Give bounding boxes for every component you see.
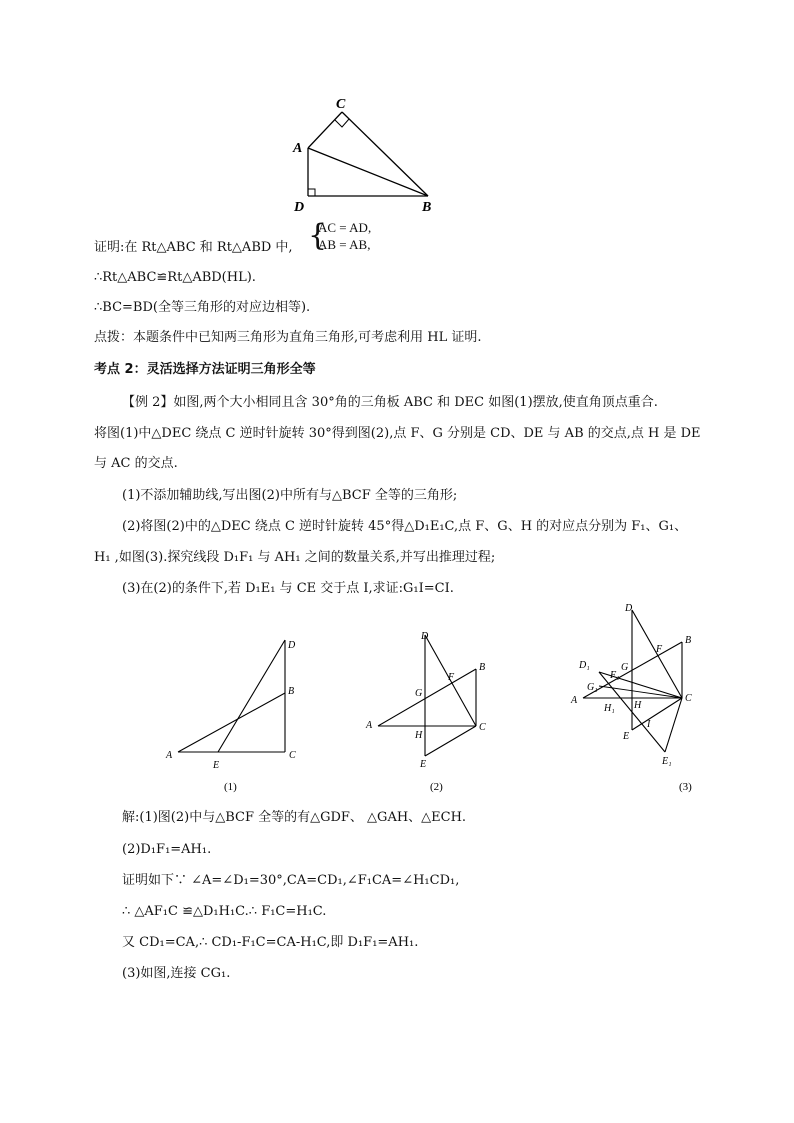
fig3-label-f: F [656,644,663,655]
fig2-label-b: B [479,662,486,673]
fig3-label-d1: D₁ [579,660,590,671]
fig1-label-b: B [288,686,295,697]
fig3-label-c: C [685,693,692,704]
fig3-label-g: G [621,662,629,673]
brace-icon: { [308,218,328,253]
solution-4: ∴ △AF₁C ≌△D₁H₁C.∴ F₁C=H₁C. [122,904,327,919]
fig1-label-a: A [166,750,173,761]
fig2-label-a: A [366,720,373,731]
fig3-label-g1: G₁ [587,682,598,693]
fig1-label-c: C [289,750,296,761]
proof-tip: 点拨：本题条件中已知两三角形为直角三角形,可考虑利用 HL 证明. [94,330,482,345]
proof-equation-system [308,218,372,253]
example-line1: 【例 2】如图,两个大小相同且含 30°角的三角板 ABC 和 DEC 如图(1)摆放,使直角顶点重合. [122,395,658,410]
fig3-label-f1: F₁ [610,670,620,681]
fig2-label-c: C [479,722,486,733]
fig2-label-e: E [420,759,427,770]
fig3-label-a: A [571,695,578,706]
proof-prefix: 证明:在 Rt△ABC 和 Rt△ABD 中, [94,240,293,255]
section-title: 考点 2：灵活选择方法证明三角形全等 [94,362,316,377]
fig2-label-g: G [415,688,423,699]
fig2-caption: (2) [430,781,443,793]
figure-3 [565,600,710,800]
fig3-label-e1: E₁ [662,756,672,767]
label-b: B [422,200,432,215]
solution-2: (2)D₁F₁=AH₁. [122,842,212,857]
fig3-label-i: I [647,719,651,730]
proof-eq2: AB = AB, [318,237,371,252]
example-line2: 将图(1)中△DEC 绕点 C 逆时针旋转 30°得到图(2),点 F、G 分别是 CD、DE 与 AB 的交点,点 H 是 DE [94,426,701,441]
fig3-label-b: B [685,635,692,646]
question-2b: H₁ ,如图(3).探究线段 D₁F₁ 与 AH₁ 之间的数量关系,并写出推理过程; [94,550,496,565]
fig2-label-f: F [448,672,455,683]
solution-3: 证明如下∵ ∠A=∠D₁=30°,CA=CD₁,∠F₁CA=∠H₁CD₁, [122,873,460,888]
figure-top [280,92,460,217]
question-2a: (2)将图(2)中的△DEC 绕点 C 逆时针旋转 45°得△D₁E₁C,点 F、G、H 的对应点分别为 F₁、G₁、 [122,519,688,534]
label-a: A [293,141,303,156]
solution-5: 又 CD₁=CA,∴ CD₁-F₁C=CA-H₁C,即 D₁F₁=AH₁. [122,935,419,950]
proof-eq1: AC = AD, [318,220,372,235]
label-c: C [336,97,346,112]
proof-line2: ∴Rt△ABC≌Rt△ABD(HL). [94,270,256,285]
fig1-label-d: D [288,640,296,651]
figure-2 [360,625,500,800]
question-1: (1)不添加辅助线,写出图(2)中所有与△BCF 全等的三角形; [122,488,458,503]
fig2-label-d: D [421,631,429,642]
fig3-label-h1: H₁ [604,703,615,714]
solution-6: (3)如图,连接 CG₁. [122,966,231,981]
fig3-label-h: H [634,700,642,711]
figure-1 [160,632,310,802]
fig1-label-e: E [213,760,220,771]
question-3: (3)在(2)的条件下,若 D₁E₁ 与 CE 交于点 I,求证:G₁I=CI. [122,581,454,596]
solution-1: 解:(1)图(2)中与△BCF 全等的有△GDF、 △GAH、△ECH. [122,810,467,825]
fig1-caption: (1) [224,781,237,793]
proof-line3: ∴BC=BD(全等三角形的对应边相等). [94,300,311,315]
fig2-label-h: H [415,730,423,741]
fig3-caption: (3) [679,781,692,793]
fig3-label-e: E [623,731,630,742]
fig3-label-d: D [625,603,633,614]
example-line3: 与 AC 的交点. [94,456,178,471]
label-d: D [294,200,305,215]
